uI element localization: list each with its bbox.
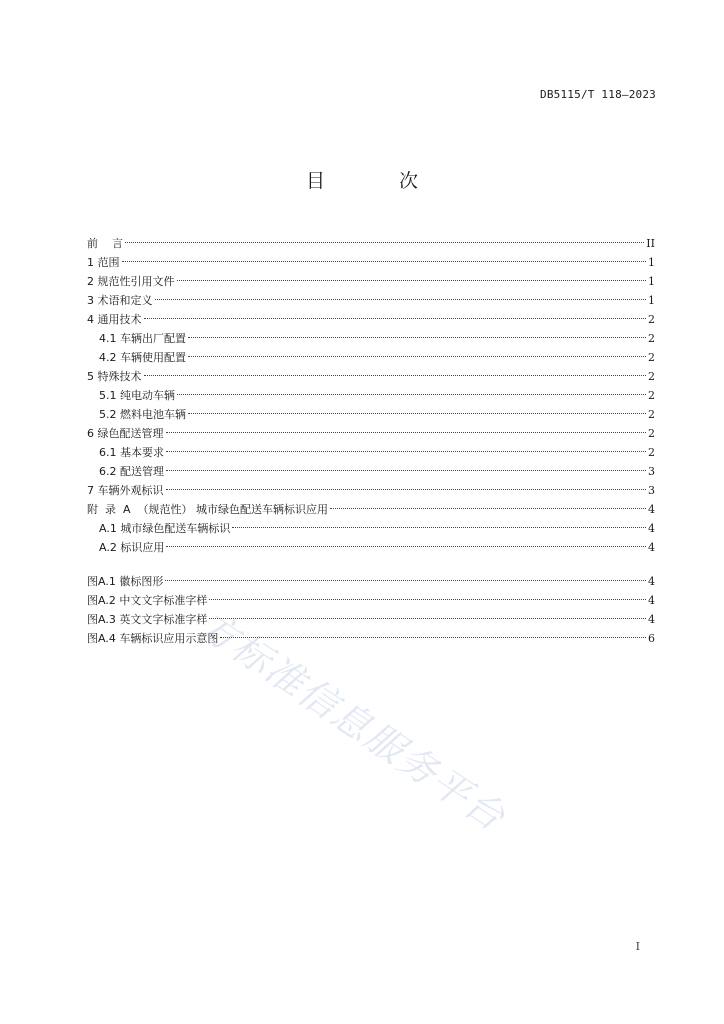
toc-entry-label: 5.2 燃料电池车辆 — [99, 408, 186, 421]
dot-leader — [125, 242, 644, 243]
toc-entry-page: 6 — [648, 632, 655, 645]
toc-entry-label: 图A.3 英文文字标准字样 — [87, 613, 208, 626]
dot-leader — [165, 580, 646, 581]
toc-entry-page: 4 — [648, 541, 655, 554]
toc-entry-page: 4 — [648, 503, 655, 516]
dot-leader — [232, 527, 646, 528]
toc-entry[interactable] — [87, 519, 655, 538]
dot-leader — [177, 280, 647, 281]
toc-entry-page: 2 — [648, 446, 655, 459]
dot-leader — [166, 451, 646, 452]
toc-entry[interactable] — [87, 443, 655, 462]
toc-entry-page: 4 — [648, 613, 655, 626]
toc-entry-label: 4.1 车辆出厂配置 — [99, 332, 186, 345]
figure-entry[interactable] — [87, 591, 655, 610]
dot-leader — [144, 375, 647, 376]
figure-entry[interactable] — [87, 572, 655, 591]
toc-entry-label: 4.2 车辆使用配置 — [99, 351, 186, 364]
toc-entry-label: A.2 标识应用 — [99, 541, 165, 554]
toc-entry-page: 2 — [648, 408, 655, 421]
dot-leader — [330, 508, 646, 509]
toc-entry-label: 图A.2 中文文字标准字样 — [87, 594, 208, 607]
toc-entry-page: 4 — [648, 594, 655, 607]
dot-leader — [166, 432, 647, 433]
toc-entry[interactable] — [87, 500, 655, 519]
table-of-contents — [87, 234, 655, 648]
toc-entry-label: 4 通用技术 — [87, 313, 142, 326]
toc-entry-page: 1 — [648, 294, 655, 307]
toc-entry-label: 图A.4 车辆标识应用示意图 — [87, 632, 219, 645]
toc-entry-page: 3 — [648, 465, 655, 478]
toc-entry-page: 2 — [648, 389, 655, 402]
document-code: DB5115/T 118—2023 — [540, 88, 656, 101]
toc-entry-label: 5.1 纯电动车辆 — [99, 389, 175, 402]
dot-leader — [155, 299, 647, 300]
toc-entry-page: 2 — [648, 370, 655, 383]
toc-entry-label: 3 术语和定义 — [87, 294, 153, 307]
toc-entry-label: 5 特殊技术 — [87, 370, 142, 383]
toc-entry[interactable] — [87, 253, 655, 272]
figure-entry[interactable] — [87, 629, 655, 648]
toc-entry-label: 附 录 A （规范性） 城市绿色配送车辆标识应用 — [87, 503, 328, 516]
toc-entry-page: 2 — [648, 313, 655, 326]
toc-entry-label: 1 范围 — [87, 256, 120, 269]
toc-entry[interactable] — [87, 310, 655, 329]
toc-entry[interactable] — [87, 462, 655, 481]
figure-entry[interactable] — [87, 610, 655, 629]
watermark: 方标准信息服务平台 — [190, 602, 514, 840]
toc-entry-label: A.1 城市绿色配送车辆标识 — [99, 522, 231, 535]
toc-entry[interactable] — [87, 424, 655, 443]
toc-entry-page: II — [646, 237, 655, 250]
toc-entry[interactable] — [87, 367, 655, 386]
toc-entry-label: 6 绿色配送管理 — [87, 427, 164, 440]
dot-leader — [166, 546, 646, 547]
dot-leader — [122, 261, 647, 262]
toc-entry-page: 2 — [648, 332, 655, 345]
dot-leader — [188, 356, 646, 357]
section-gap — [87, 557, 655, 572]
toc-entry-label: 7 车辆外观标识 — [87, 484, 164, 497]
dot-leader — [188, 337, 646, 338]
dot-leader — [209, 599, 646, 600]
page-title: 目 次 — [305, 170, 453, 192]
toc-entry[interactable] — [87, 272, 655, 291]
toc-entry-page: 2 — [648, 427, 655, 440]
dot-leader — [166, 470, 646, 471]
page-number: I — [635, 940, 640, 953]
toc-entry-page: 1 — [648, 256, 655, 269]
toc-entry-page: 2 — [648, 351, 655, 364]
toc-entry[interactable] — [87, 329, 655, 348]
dot-leader — [144, 318, 647, 319]
toc-entry[interactable] — [87, 538, 655, 557]
toc-entry-label: 2 规范性引用文件 — [87, 275, 175, 288]
toc-entry[interactable] — [87, 405, 655, 424]
dot-leader — [177, 394, 646, 395]
toc-entry-page: 3 — [648, 484, 655, 497]
toc-entry-label: 图A.1 徽标图形 — [87, 575, 164, 588]
toc-entry-label: 前 言 — [87, 237, 123, 250]
toc-entry[interactable] — [87, 234, 655, 253]
toc-entry-label: 6.1 基本要求 — [99, 446, 164, 459]
toc-entry[interactable] — [87, 348, 655, 367]
toc-entry[interactable] — [87, 291, 655, 310]
dot-leader — [209, 618, 646, 619]
dot-leader — [188, 413, 646, 414]
toc-entry-page: 1 — [648, 275, 655, 288]
dot-leader — [166, 489, 647, 490]
toc-entry[interactable] — [87, 481, 655, 500]
toc-entry-page: 4 — [648, 575, 655, 588]
toc-entry-label: 6.2 配送管理 — [99, 465, 164, 478]
toc-entry[interactable] — [87, 386, 655, 405]
toc-entry-page: 4 — [648, 522, 655, 535]
